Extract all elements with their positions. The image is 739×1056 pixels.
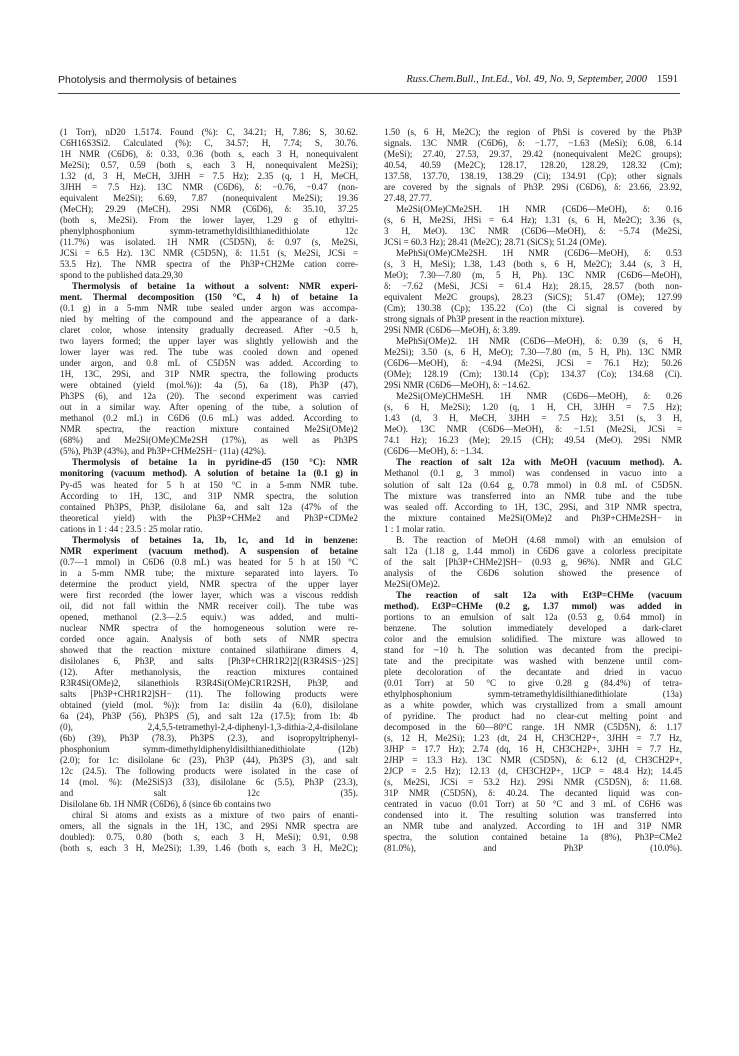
text-line: (2.0); for 1c: disilolane 6c (23), Ph3P (44), Ph3PS (3), and salt: [60, 754, 358, 765]
text-line: condensed into it. The resulting solution was transferred into: [384, 809, 682, 820]
text-line: and salt 12c (35).: [60, 787, 358, 798]
text-line: strong signals of Ph3P present in the reaction mixture).: [384, 314, 585, 325]
text-line: (6b) (39), Ph3P (78.3), Ph3PS (2.3), and isopropyltriphenyl-: [60, 732, 358, 743]
text-line: (0.1 g) in a 5-mm NMR tube sealed under argon was accompa-: [60, 303, 358, 314]
text-line: 2JCP = 2.5 Hz); 12.13 (d, CH3CH2P+, 1JCP = 48.4 Hz); 14.45: [384, 765, 682, 776]
text-line: solution of salt 12a (0.64 g, 0.78 mmol) in 0.8 mL of C5D5N.: [384, 479, 682, 490]
text-line: The reaction of salt 12a with Et3P=CHMe (vacuum: [396, 589, 682, 600]
text-line: MeO); 7.30—7.80 (m, 5 H, Ph). 13C NMR (C6D6—MeOH),: [384, 270, 682, 281]
text-line: Ph3PS (6), and 12a (20). The second experiment was carried: [60, 391, 358, 402]
journal-citation: [406, 74, 678, 85]
text-line: B. The reaction of MeOH (4.68 mmol) with an emulsion of: [396, 534, 682, 545]
text-line: (Cm); 130.38 (Cp); 135.22 (Co) (the Ci signal is covered by: [384, 303, 682, 314]
text-line: 53.5 Hz). The NMR spectra of the Ph3P+CH2Me cation corre-: [60, 259, 358, 270]
text-line: 29Si NMR (C6D6—MeOH), δ: −14.62.: [384, 380, 531, 391]
text-line: Methanol (0.1 g, 3 mmol) was condensed in vacuo into a: [384, 468, 682, 479]
text-line: (both s, Me2Si). From the lower layer, 1.29 g of ethyltri-: [60, 215, 358, 226]
text-line: 1 : 1 molar ratio.: [384, 523, 446, 534]
text-line: (11.7%) was isolated. 1H NMR (C5D5N), δ: 0.97 (s, Me2Si,: [60, 237, 358, 248]
running-title: Photolysis and thermolysis of betaines: [58, 74, 237, 86]
text-line: (0.7—1 mmol) in C6D6 (0.8 mL) was heated for 5 h at 150 °C: [60, 556, 358, 567]
text-line: (both s, each 3 H, Me2Si); 1.39, 1.46 (both s, each 3 H, Me2C);: [60, 843, 358, 854]
text-line: equivalent Me2C groups), 28.23 (SiCS); 51.47 (OMe); 127.99: [384, 292, 682, 303]
text-line: of the salt [Ph3P+CHMe2]SH− (0.93 g, 96%). NMR and GLC: [384, 556, 682, 567]
text-line: decomposed in the 60—80°C range. 1H NMR (C5D5N), δ: 1.17: [384, 721, 682, 732]
text-line: out in a similar way. After opening of the tube, a solution of: [60, 402, 358, 413]
text-line: (MeSi); 27.40, 27.53, 29.37, 29.42 (nonequivalent Me2C groups);: [384, 149, 682, 160]
text-line: 3 H, MeO). 13C NMR (C6D6—MeOH), δ: −5.74 (Me2Si,: [384, 226, 682, 237]
text-line: claret color, whose intensity gradually decreased. After ~0.5 h,: [60, 325, 358, 336]
text-line: 29Si NMR (C6D6—MeOH), δ: 3.89.: [384, 325, 521, 336]
text-line: (81.0%), and Ph3P (10.0%).: [384, 843, 682, 854]
text-line: centrated in vacuo (0.01 Torr) at 50 °C and 3 mL of C6H6 was: [384, 798, 682, 809]
text-line: color and the emulsion solidified. The mixture was allowed to: [384, 633, 682, 644]
text-line: salts [Ph3P+CHR1R2]SH− (11). The following products were: [60, 688, 358, 699]
text-line: 2JHP = 13.3 Hz). 13C NMR (C5D5N), δ: 6.12 (d, CH3CH2P+,: [384, 754, 682, 765]
text-line: (s, 3 H, MeSi); 1.38, 1.43 (both s, 6 H, Me2C); 3.44 (s, 3 H,: [384, 259, 682, 270]
text-line: 1.43 (d, 3 H, MeCH, 3JHH = 7.5 Hz); 3.51 (s, 3 H,: [384, 413, 682, 424]
text-line: are covered by the signals of Ph3P. 29Si (C6D6), δ: 23.66, 23.92,: [384, 182, 682, 193]
text-line: Thermolysis of betaines 1a, 1b, 1c, and 1d in benzene:: [72, 534, 358, 545]
text-line: (s, 6 H, Me2Si, JHSi = 6.4 Hz); 1.31 (s, 6 H, Me2C); 3.36 (s,: [384, 215, 682, 226]
text-line: NMR experiment (vacuum method). A suspension of betaine: [60, 545, 358, 556]
text-line: as a white powder, which was crystallized from a small amount: [384, 699, 682, 710]
header-rule: [58, 93, 680, 94]
text-line: The mixture was transferred into an NMR tube and the tube: [384, 490, 682, 501]
text-line: oil, did not fall within the NMR receiver coil). The tube was: [60, 600, 358, 611]
text-line: (0.01 Torr) at 50 °C to give 0.28 g (84.4%) of tetra-: [384, 677, 682, 688]
text-line: of pyridine. The product had no clear-cut melting point and: [384, 710, 682, 721]
running-header: [58, 72, 678, 92]
text-line: equivalent Me2Si); 6.69, 7.87 (nonequivalent Me2Si); 19.36: [60, 193, 358, 204]
text-column-left: [60, 127, 358, 854]
text-line: (5%), Ph3P (43%), and Ph3P+CHMe2SH− (11a) (42%).: [60, 446, 267, 457]
text-line: lower layer was red. The tube was cooled down and opened: [60, 347, 358, 358]
text-line: 74.1 Hz); 16.23 (Me); 29.15 (CH); 49.54 (MeO). 29Si NMR: [384, 435, 682, 446]
text-line: theoretical yield) with the Ph3P+CHMe2 and Ph3P+CDMe2: [60, 512, 358, 523]
text-line: phosphonium symm-dimethyldiphenyldisilthianedithiolate (12b): [60, 743, 358, 754]
text-line: JCSi = 6.5 Hz). 13C NMR (C5D5N), δ: 11.51 (s, Me2Si, JCSi =: [60, 248, 358, 259]
text-line: JCSi = 60.3 Hz); 28.41 (Me2C); 28.71 (SiCS); 51.24 (OMe).: [384, 237, 607, 248]
text-line: determine the product yield, NMR spectra of the upper layer: [60, 578, 358, 589]
text-line: (MeCH); 29.29 (MeCH). 29Si NMR (C6D6), δ: 35.10, 37.25: [60, 204, 358, 215]
text-line: 27.48, 27.77.: [384, 193, 432, 204]
text-line: showed that the reaction mixture contained silathiirane dimers 4,: [60, 644, 358, 655]
text-line: Me2Si); 3.50 (s, 6 H, MeO); 7.30—7.80 (m, 5 H, Ph). 13C NMR: [384, 347, 682, 358]
text-line: 1H NMR (C6D6), δ: 0.33, 0.36 (both s, each 3 H, nonequivalent: [60, 149, 358, 160]
text-line: in a 5-mm NMR tube; the mixture separated into layers. To: [60, 567, 358, 578]
text-line: 137.58, 137.70, 138.19, 138.29 (Ci); 134.91 (Cp); other signals: [384, 171, 682, 182]
text-line: stand for ~10 h. The solution was decanted from the precipi-: [384, 644, 682, 655]
text-line: 14 (mol. %): (Me2SiS)3 (33), disilolane 6c (5.5), Ph3P (23.3),: [60, 776, 358, 787]
text-line: 31P NMR (C5D5N), δ: 40.24. The decanted liquid was con-: [384, 787, 682, 798]
text-line: disilolanes 6, Ph3P, and salts [Ph3P+CHR1R2]2[(R3R4SiS−)2S]: [60, 655, 358, 666]
text-line: Me2Si(OMe)CHMeSH. 1H NMR (C6D6—MeOH), δ: 0.26: [396, 391, 682, 402]
text-line: (12). After methanolysis, the reaction mixtures contained: [60, 666, 358, 677]
text-line: spectra, the solution contained betaine 1a (8%), Ph3P=CMe2: [384, 832, 682, 842]
text-line: analysis of the C6D6 solution showed the presence of: [384, 567, 682, 578]
text-line: tate and the precipitate was washed with benzene until com-: [384, 655, 682, 666]
text-line: 1H, 13C, 29Si, and 31P NMR spectra, the following products: [60, 369, 358, 380]
text-line: Disilolane 6b. 1H NMR (C6D6), δ (since 6b contains two: [60, 798, 271, 809]
page-number: 1591: [657, 74, 678, 85]
text-line: benzene. The solution immediately developed a dark-claret: [384, 622, 682, 633]
text-line: (0), 2,4,5,5-tetramethyl-2,4-diphenyl-1,3-dithia-2,4-disilolane: [60, 721, 358, 732]
text-line: phenylphosphonium symm-tetramethyldisilthianedithiolate 12c: [60, 226, 358, 237]
text-line: Me2Si(OMe)2.: [384, 578, 441, 589]
text-line: an NMR tube and analyzed. According to 1H and 31P NMR: [384, 820, 682, 831]
text-line: methanol (0.2 mL) in C6D6 (0.6 mL) was added. According to: [60, 413, 358, 424]
text-line: signals. 13C NMR (C6D6), δ: −1.77, −1.63 (MeSi); 6.08, 6.14: [384, 138, 682, 149]
text-line: R3R4Si(OMe)2, silanethiols R3R4Si(OMe)CR1R2SH, Ph3P, and: [60, 677, 358, 688]
text-line: method). Et3P=CHMe (0.2 g, 1.37 mmol) was added in: [384, 600, 682, 611]
text-line: ethylphosphonium symm-tetramethyldisilthianedithiolate (13a): [384, 688, 682, 699]
text-line: 3JHH = 7.5 Hz). 13C NMR (C6D6), δ: −0.76, −0.47 (non-: [60, 182, 358, 193]
text-line: monitoring (vacuum method). A solution of betaine 1a (0.1 g) in: [60, 468, 358, 479]
text-line: 6a (24), Ph3P (56), Ph3PS (5), and salt 12a (17.5); from 1b: 4b: [60, 710, 358, 721]
text-line: The reaction of salt 12a with MeOH (vacuum method). A.: [396, 457, 682, 468]
text-line: According to 1H, 13C, and 31P NMR spectra, the solution: [60, 490, 358, 501]
text-line: MePhSi(OMe)CMe2SH. 1H NMR (C6D6—MeOH), δ: 0.53: [396, 248, 682, 259]
text-line: 12c (24.5). The following products were isolated in the case of: [60, 765, 358, 776]
text-line: Me2Si); 0.57, 0.59 (both s, each 3 H, nonequivalent Me2Si);: [60, 160, 358, 171]
text-line: (s, 6 H, Me2Si); 1.20 (q, 1 H, CH, 3JHH = 7.5 Hz);: [384, 402, 682, 413]
text-line: salt 12a (1.18 g, 1.44 mmol) in C6D6 gave a colorless precipitate: [384, 545, 682, 556]
text-line: δ: −7.62 (MeSi, JCSi = 61.4 Hz); 28.15, 28.57 (both non-: [384, 281, 682, 292]
text-line: (1 Torr), nD20 1.5174. Found (%): C, 34.21; H, 7.86; S, 30.62.: [60, 127, 358, 137]
text-line: opened, methanol (2.3—2.5 equiv.) was added, and multi-: [60, 611, 358, 622]
text-line: Thermolysis of betaine 1a without a solvent: NMR experi-: [72, 281, 358, 292]
text-line: plete decoloration of the decantate and dried in vacuo: [384, 666, 682, 677]
text-line: was sealed off. According to 1H, 13C, 29Si, and 31P NMR spectra,: [384, 501, 682, 512]
text-line: MeO). 13C NMR (C6D6—MeOH), δ: −1.51 (Me2Si, JCSi =: [384, 424, 682, 435]
text-line: were first recorded (the lower layer, which was a viscous reddish: [60, 589, 358, 600]
text-line: chiral Si atoms and exists as a mixture of two pairs of enanti-: [72, 809, 358, 820]
text-line: (C6D6—MeOH), δ: −4.94 (Me2Si, JCSi = 76.1 Hz); 50.26: [384, 358, 682, 369]
text-line: 1.50 (s, 6 H, Me2C); the region of PhSi is covered by the Ph3P: [384, 127, 682, 137]
text-line: (s, 12 H, Me2Si); 1.23 (dt, 24 H, CH3CH2P+, 3JHH = 7.7 Hz,: [384, 732, 682, 743]
text-line: two layers formed; the upper layer was slightly yellowish and the: [60, 336, 358, 347]
text-line: MePhSi(OMe)2. 1H NMR (C6D6—MeOH), δ: 0.39 (s, 6 H,: [396, 336, 682, 347]
text-line: 3JHP = 17.7 Hz); 2.74 (dq, 16 H, CH3CH2P+, 3JHH = 7.7 Hz,: [384, 743, 682, 754]
text-line: 40.54, 40.59 (Me2C); 128.17, 128.20, 128.29, 128.32 (Cm);: [384, 160, 682, 171]
text-line: nuclear NMR spectra of the homogeneous solution were re-: [60, 622, 358, 633]
text-line: Thermolysis of betaine 1a in pyridine-d5 (150 °C): NMR: [72, 457, 358, 468]
text-line: Py-d5 was heated for 5 h at 150 °C in a 5-mm NMR tube.: [60, 479, 358, 490]
text-line: (68%) and Me2Si(OMe)CMe2SH (17%), as well as Ph3PS: [60, 435, 358, 446]
text-line: (C6D6—MeOH), δ: −1.34.: [384, 446, 484, 457]
text-line: nied by melting of the compound and the appearance of a dark-: [60, 314, 358, 325]
text-line: portions to an emulsion of salt 12a (0.53 g, 0.64 mmol) in: [384, 611, 682, 622]
text-line: (OMe); 128.19 (Cm); 130.14 (Cp); 134.37 (Co); 134.68 (Ci).: [384, 369, 682, 380]
text-line: contained Ph3PS, Ph3P, disilolane 6a, and salt 12a (47% of the: [60, 501, 358, 512]
text-line: 1.32 (d, 3 H, MeCH, 3JHH = 7.5 Hz); 2.35 (q, 1 H, MeCH,: [60, 171, 358, 182]
text-line: ment. Thermal decomposition (150 °C, 4 h) of betaine 1a: [60, 292, 358, 303]
text-line: doubled): 0.75, 0.80 (both s, each 3 H, MeSi); 0.91, 0.98: [60, 832, 358, 842]
text-line: cations in 1 : 44 : 23.5 : 25 molar ratio.: [60, 523, 203, 534]
text-line: under argon, and 0.8 mL of C5D5N was added. According to: [60, 358, 358, 369]
text-line: the mixture contained Me2Si(OMe)2 and Ph3P+CHMe2SH− in: [384, 512, 682, 523]
text-line: C6H16S3Si2. Calculated (%): C, 34.57; H, 7.74; S, 30.76.: [60, 138, 358, 149]
text-column-right: [384, 127, 682, 854]
text-line: omers, all the signals in the 1H, 13C, and 29Si NMR spectra are: [60, 820, 358, 831]
text-line: Me2Si(OMe)CMe2SH. 1H NMR (C6D6—MeOH), δ: 0.16: [396, 204, 682, 215]
text-line: NMR spectra, the reaction mixture contained Me2Si(OMe)2: [60, 424, 358, 435]
text-line: spond to the published data.29,30: [60, 270, 183, 281]
journal-reference: Russ.Chem.Bull., Int.Ed., Vol. 49, No. 9, September, 2000: [406, 74, 647, 85]
text-line: corded once again. Analysis of both sets of NMR spectra: [60, 633, 358, 644]
text-line: were obtained (yield (mol.%)): 4a (5), 6a (18), Ph3P (47),: [60, 380, 358, 391]
text-line: obtained (yield (mol. %)): from 1a: disilin 4a (6.0), disilolane: [60, 699, 358, 710]
text-line: (s, Me2Si, JCSi = 53.2 Hz). 29Si NMR (C5D5N), δ: 11.68.: [384, 776, 682, 787]
